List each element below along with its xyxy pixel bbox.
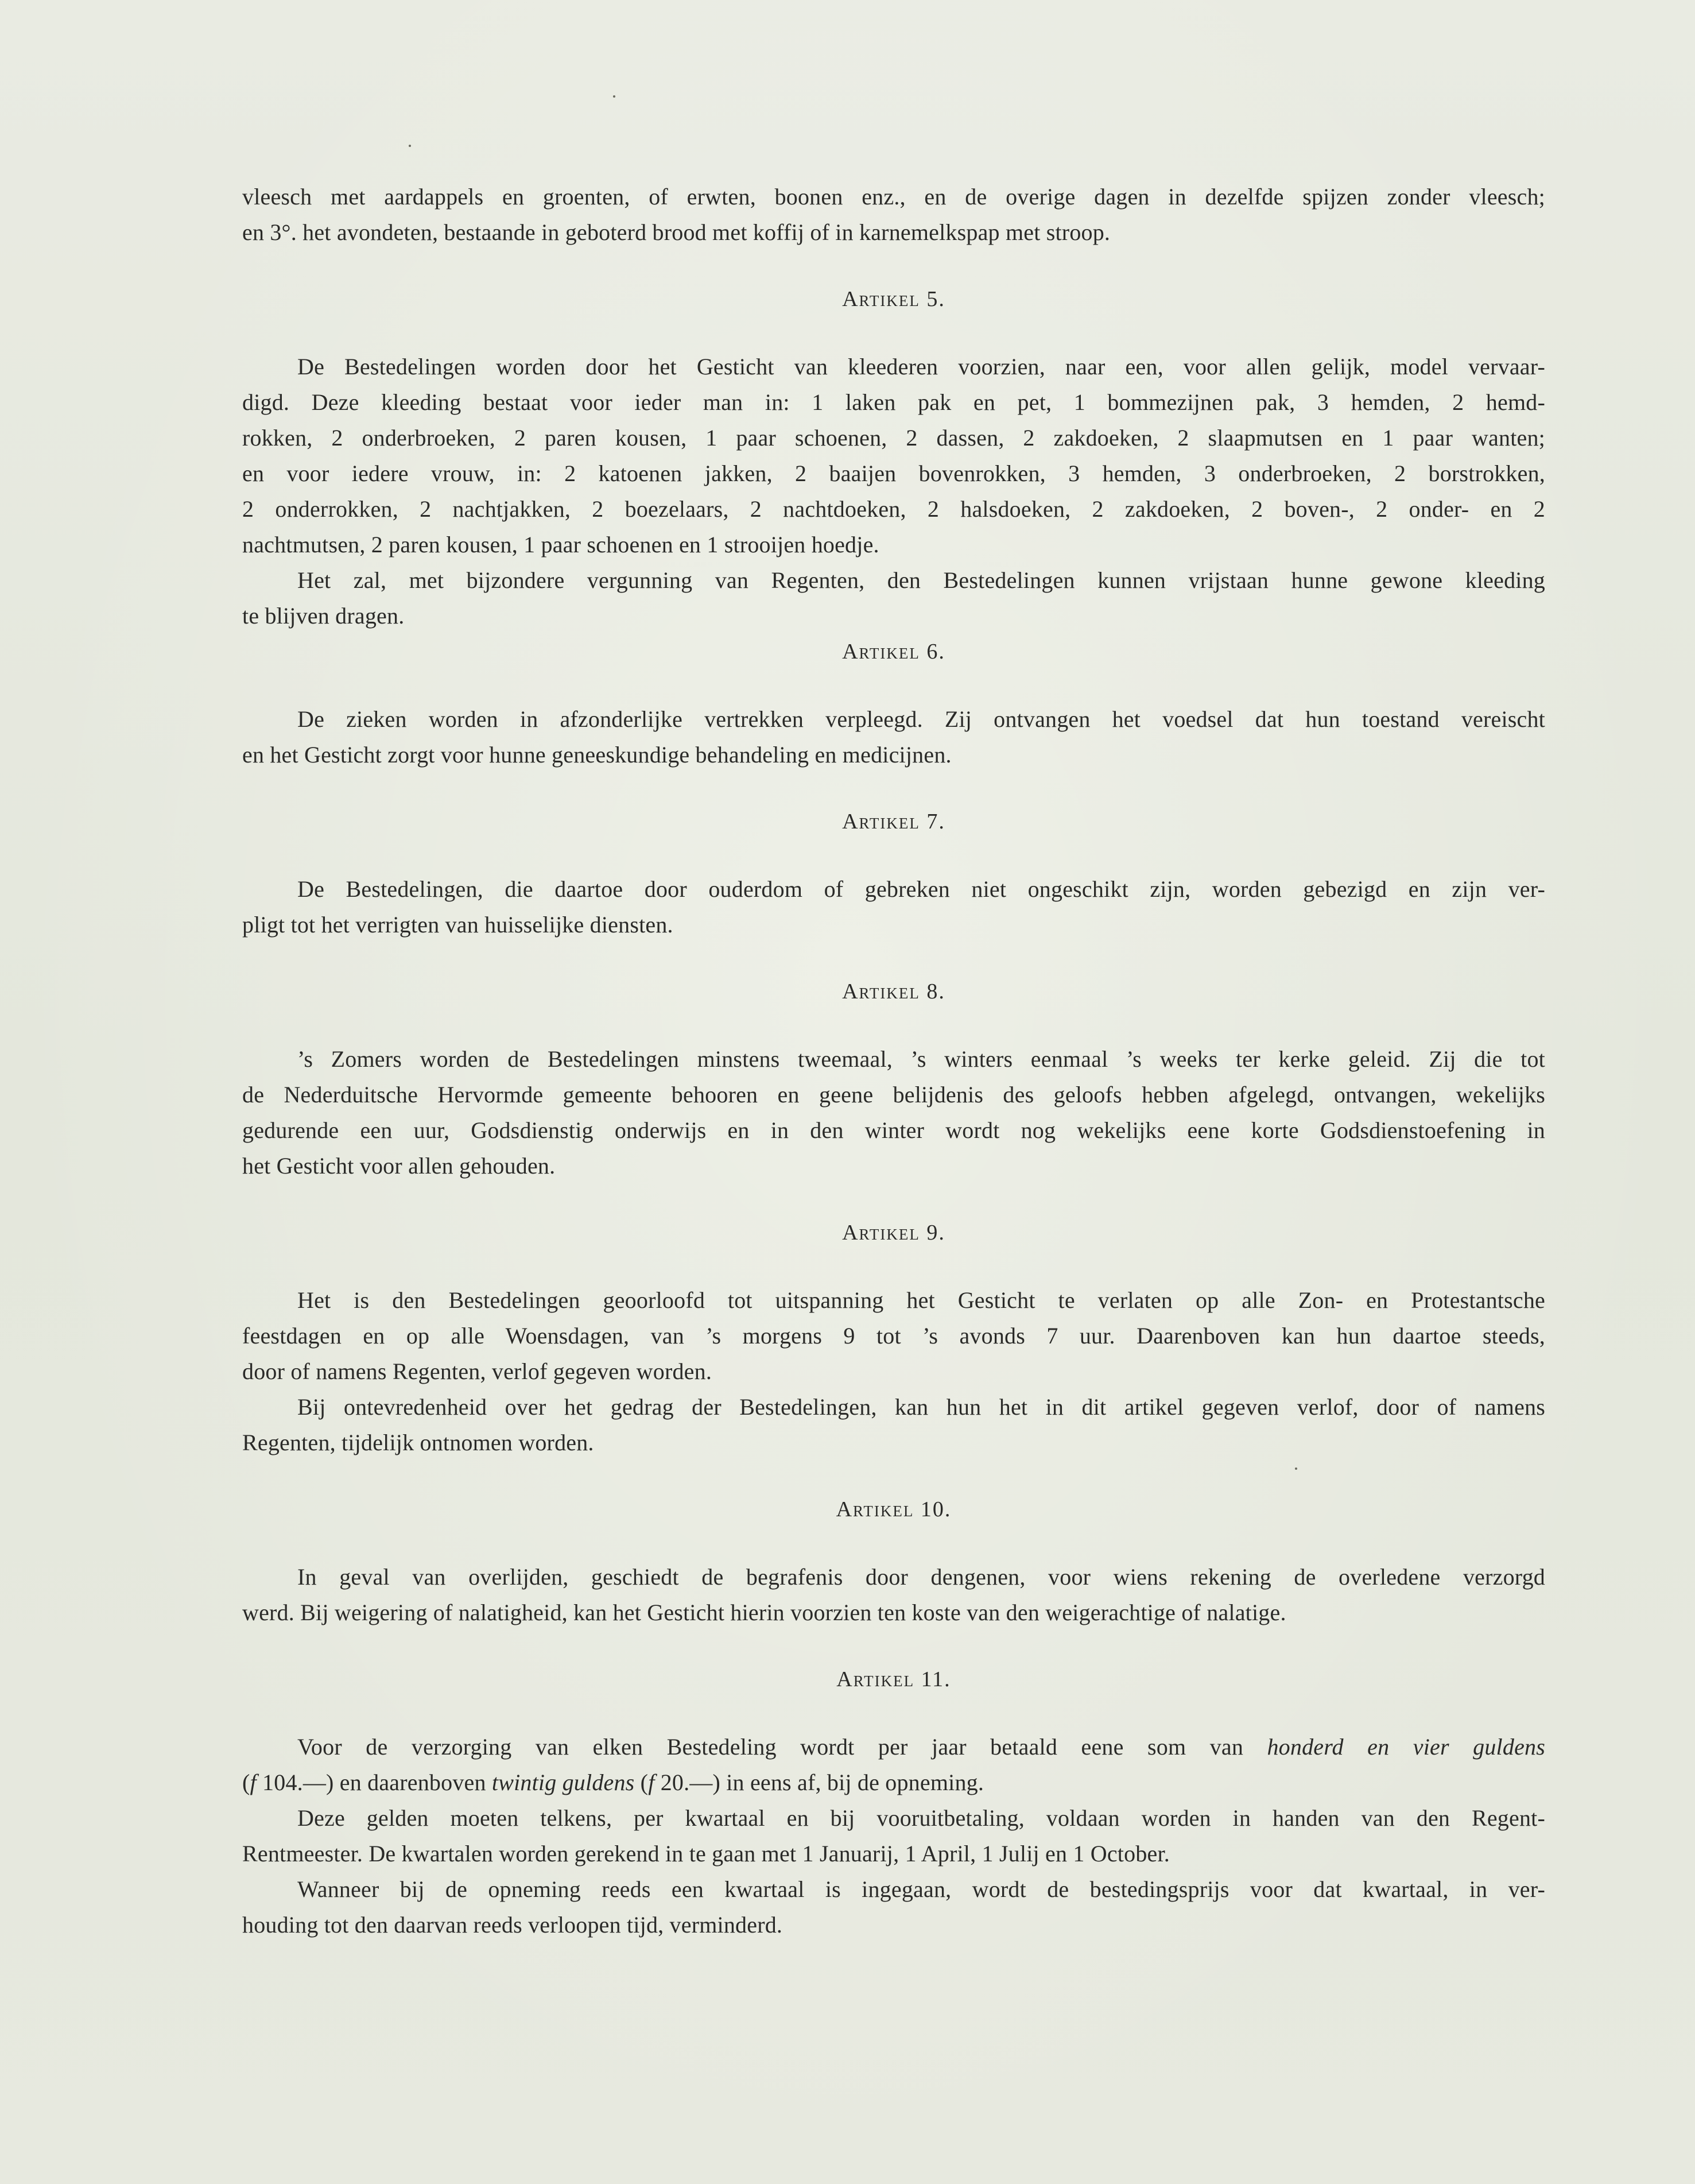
body-line: door of namens Regenten, verlof gegeven worden. (242, 1358, 712, 1384)
document-body (242, 179, 1545, 1943)
body-line: Het is den Bestedelingen geoorloofd tot uitspanning het Gesticht te verlaten op alle Zon- en Protestantsche (297, 1287, 1545, 1313)
body-line: De zieken worden in afzonderlijke vertrekken verpleegd. Zij ontvangen het voedsel dat hun toestand vereischt (297, 706, 1545, 732)
text-run: Voor de verzorging van elken Bestedeling wordt per jaar betaald eene som van (297, 1734, 1267, 1760)
body-line: Regenten, tijdelijk ontnomen worden. (242, 1430, 594, 1455)
body-line: Wanneer bij de opneming reeds een kwartaal is ingegaan, wordt de bestedingsprijs voor dat kwartaal, in ver- (297, 1876, 1545, 1902)
body-line: Bij ontevredenheid over het gedrag der Bestedelingen, kan hun het in dit artikel gegeven verlof, door of namens (297, 1394, 1545, 1420)
article-8-heading: Artikel 8. (842, 979, 945, 1004)
body-line: Deze gelden moeten telkens, per kwartaal en bij vooruitbetaling, voldaan worden in handen van den Regent- (297, 1805, 1545, 1831)
body-line: gedurende een uur, Godsdienstig onderwijs en in den winter wordt nog wekelijks eene korte Godsdienstoefening in (242, 1117, 1545, 1143)
body-line: pligt tot het verrigten van huisselijke diensten. (242, 912, 673, 938)
body-line: en het Gesticht zorgt voor hunne geneeskundige behandeling en medicijnen. (242, 742, 952, 768)
body-line: De Bestedelingen, die daartoe door ouderdom of gebreken niet ongeschikt zijn, worden gebezigd en zijn ver- (297, 876, 1545, 902)
text-run: ( (634, 1769, 649, 1795)
florin-sign: f (648, 1769, 655, 1795)
article-10-heading: Artikel 10. (836, 1497, 952, 1521)
article-7-heading: Artikel 7. (842, 810, 945, 834)
article-9-heading: Artikel 9. (842, 1221, 945, 1245)
body-line: digd. Deze kleeding bestaat voor ieder man in: 1 laken pak en pet, 1 bommezijnen pak, 3 hemden, 2 hemd- (242, 389, 1545, 415)
paper-speck (613, 95, 615, 98)
article-6-heading: Artikel 6. (842, 640, 945, 664)
body-line: de Nederduitsche Hervormde gemeente behooren en geene belijdenis des geloofs hebben afgelegd, ontvangen, wekelijks (242, 1082, 1545, 1108)
body-line (242, 1729, 1545, 1765)
body-line: Rentmeester. De kwartalen worden gerekend in te gaan met 1 Januarij, 1 April, 1 Julij en 1 October. (242, 1841, 1170, 1867)
body-line: rokken, 2 onderbroeken, 2 paren kousen, 1 paar schoenen, 2 dassen, 2 zakdoeken, 2 slaapmutsen en 1 paar wanten; (242, 425, 1545, 451)
body-line: Het zal, met bijzondere vergunning van Regenten, den Bestedelingen kunnen vrijstaan hunne gewone kleeding (297, 567, 1545, 593)
text-run: 20.—) in eens af, bij de opneming. (654, 1769, 984, 1795)
body-line: vleesch met aardappels en groenten, of erwten, boonen enz., en de overige dagen in dezelfde spijzen zonder vleesch; (242, 184, 1545, 210)
body-line: het Gesticht voor allen gehouden. (242, 1153, 556, 1179)
body-line: houding tot den daarvan reeds verloopen tijd, verminderd. (242, 1912, 783, 1938)
body-line: 2 onderrokken, 2 nachtjakken, 2 boezelaars, 2 nachtdoeken, 2 halsdoeken, 2 zakdoeken, 2 boven-, 2 onder- en 2 (242, 496, 1545, 522)
text-run: 104.—) en daarenboven (256, 1769, 492, 1795)
body-line: werd. Bij weigering of nalatigheid, kan het Gesticht hierin voorzien ten koste van den weigerachtige of nalatige. (242, 1600, 1286, 1625)
body-line: ’s Zomers worden de Bestedelingen minstens tweemaal, ’s winters eenmaal ’s weeks ter kerke geleid. Zij die tot (297, 1046, 1545, 1072)
text-run: ( (242, 1769, 250, 1795)
paper-speck (409, 145, 411, 147)
body-line: en voor iedere vrouw, in: 2 katoenen jakken, 2 baaijen bovenrokken, 3 hemden, 3 onderbroeken, 2 borstrokken, (242, 460, 1545, 486)
body-line: De Bestedelingen worden door het Gesticht van kleederen voorzien, naar een, voor allen gelijk, model vervaar- (297, 354, 1545, 380)
body-line: feestdagen en op alle Woensdagen, van ’s morgens 9 tot ’s avonds 7 uur. Daarenboven kan hun daartoe steeds, (242, 1323, 1545, 1349)
amount-words: honderd en vier guldens (1267, 1734, 1545, 1760)
body-line (242, 1765, 1545, 1800)
body-line: nachtmutsen, 2 paren kousen, 1 paar schoenen en 1 strooijen hoedje. (242, 532, 879, 557)
article-11-heading: Artikel 11. (836, 1667, 951, 1691)
body-line: In geval van overlijden, geschiedt de begrafenis door dengenen, voor wiens rekening de overledene verzorgd (297, 1564, 1545, 1590)
amount-words: twintig guldens (491, 1769, 635, 1795)
article-5-heading: Artikel 5. (842, 287, 945, 311)
body-line: te blijven dragen. (242, 603, 405, 629)
body-line: en 3°. het avondeten, bestaande in geboterd brood met koffij of in karnemelkspap met stroop. (242, 219, 1111, 245)
florin-sign: f (250, 1769, 257, 1795)
